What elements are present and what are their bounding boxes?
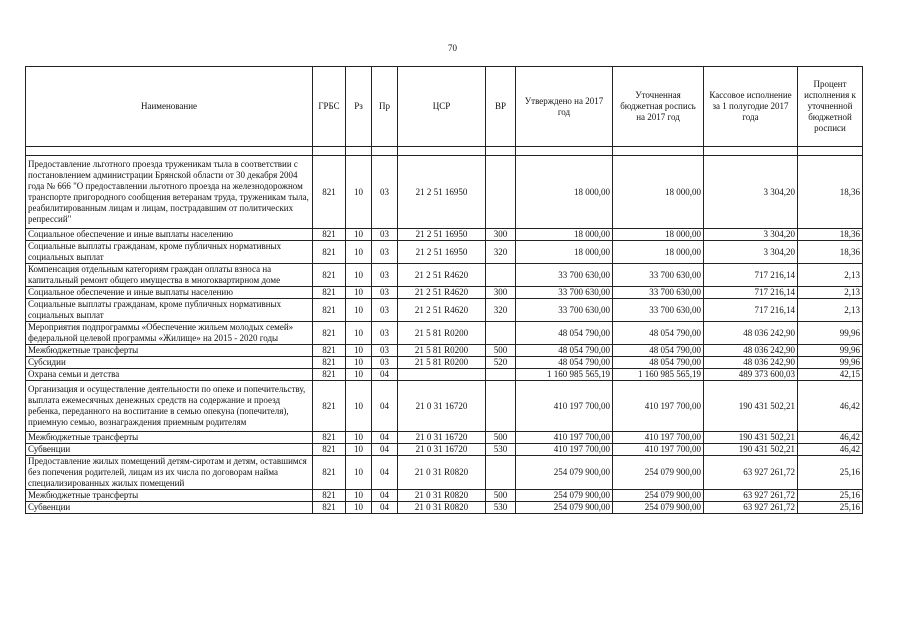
row-pr-cell: 04 — [372, 369, 398, 381]
header-row — [26, 67, 863, 147]
row-approved-cell: 48 054 790,00 — [516, 357, 613, 369]
row-grbs-cell: 821 — [313, 381, 346, 432]
row-percent-cell: 42,15 — [798, 369, 863, 381]
row-rz-cell: 10 — [346, 241, 372, 264]
row-csr-cell: 21 2 51 R4620 — [398, 264, 486, 287]
row-approved-cell: 33 700 630,00 — [516, 287, 613, 299]
row-name-cell: Компенсация отдельным категориям граждан оплаты взноса на капитальный ремонт общего имущества в многоквартирном доме — [26, 264, 313, 287]
row-refined-cell: 254 079 900,00 — [613, 456, 704, 490]
row-pr-cell: 04 — [372, 490, 398, 502]
table-row — [26, 456, 863, 490]
header-vr: ВР — [486, 67, 516, 147]
row-csr-cell: 21 2 51 R4620 — [398, 299, 486, 322]
row-csr-cell: 21 0 31 16720 — [398, 444, 486, 456]
row-csr-cell: 21 0 31 R0820 — [398, 456, 486, 490]
row-refined-cell: 18 000,00 — [613, 156, 704, 229]
header-name: Наименование — [26, 67, 313, 147]
row-pr-cell: 03 — [372, 229, 398, 241]
table-row — [26, 369, 863, 381]
row-rz-cell: 10 — [346, 444, 372, 456]
table-row — [26, 241, 863, 264]
row-cash-cell: 190 431 502,21 — [704, 444, 798, 456]
table-row — [26, 490, 863, 502]
row-refined-cell: 410 197 700,00 — [613, 444, 704, 456]
row-grbs-cell: 821 — [313, 456, 346, 490]
row-vr-cell — [486, 456, 516, 490]
page-number: 70 — [448, 43, 457, 53]
row-csr-cell: 21 0 31 R0820 — [398, 502, 486, 514]
row-percent-cell: 99,96 — [798, 345, 863, 357]
row-refined-cell: 33 700 630,00 — [613, 264, 704, 287]
budget-table — [25, 66, 863, 514]
row-percent-cell: 18,36 — [798, 241, 863, 264]
row-rz-cell: 10 — [346, 490, 372, 502]
row-approved-cell: 410 197 700,00 — [516, 381, 613, 432]
row-approved-cell: 48 054 790,00 — [516, 322, 613, 345]
row-grbs-cell: 821 — [313, 264, 346, 287]
table-row — [26, 322, 863, 345]
row-vr-cell: 300 — [486, 287, 516, 299]
row-pr-cell: 04 — [372, 502, 398, 514]
row-cash-cell: 717 216,14 — [704, 299, 798, 322]
row-percent-cell: 46,42 — [798, 444, 863, 456]
row-pr-cell: 03 — [372, 156, 398, 229]
table-row — [26, 381, 863, 432]
row-cash-cell: 3 304,20 — [704, 241, 798, 264]
header-pr: Пр — [372, 67, 398, 147]
row-percent-cell: 25,16 — [798, 502, 863, 514]
row-pr-cell: 04 — [372, 444, 398, 456]
table-row — [26, 287, 863, 299]
row-pr-cell: 03 — [372, 345, 398, 357]
row-name-cell: Предоставление льготного проезда труженикам тыла в соответствии с постановлением администрации Брянской области от 30 декабря 2004 года № 666 "О предоставлении льготного проезда на железнодорожном транспорте пригородного сообщения ветеранам труда, труженикам тыла, реабилитированным лицам и лицам, пострадавшим от политических репрессий" — [26, 156, 313, 229]
header-rz: Рз — [346, 67, 372, 147]
row-vr-cell: 530 — [486, 502, 516, 514]
row-vr-cell: 500 — [486, 490, 516, 502]
row-approved-cell: 18 000,00 — [516, 156, 613, 229]
row-grbs-cell: 821 — [313, 432, 346, 444]
row-csr-cell: 21 5 81 R0200 — [398, 345, 486, 357]
row-grbs-cell: 821 — [313, 490, 346, 502]
row-csr-cell: 21 2 51 16950 — [398, 229, 486, 241]
row-cash-cell: 48 036 242,90 — [704, 322, 798, 345]
row-grbs-cell: 821 — [313, 357, 346, 369]
row-refined-cell: 410 197 700,00 — [613, 381, 704, 432]
table-row — [26, 156, 863, 229]
row-name-cell: Субсидии — [26, 357, 313, 369]
row-pr-cell: 03 — [372, 299, 398, 322]
row-approved-cell: 18 000,00 — [516, 241, 613, 264]
row-rz-cell: 10 — [346, 287, 372, 299]
row-csr-cell: 21 0 31 16720 — [398, 432, 486, 444]
row-refined-cell: 48 054 790,00 — [613, 357, 704, 369]
row-name-cell: Предоставление жилых помещений детям-сиротам и детям, оставшимся без попечения родителей, лицам из их числа по договорам найма специализированных жилых помещений — [26, 456, 313, 490]
row-approved-cell: 18 000,00 — [516, 229, 613, 241]
row-approved-cell: 410 197 700,00 — [516, 432, 613, 444]
row-pr-cell: 03 — [372, 241, 398, 264]
row-vr-cell — [486, 156, 516, 229]
row-vr-cell: 500 — [486, 345, 516, 357]
row-cash-cell: 3 304,20 — [704, 229, 798, 241]
row-pr-cell: 03 — [372, 264, 398, 287]
row-cash-cell: 63 927 261,72 — [704, 502, 798, 514]
row-cash-cell: 190 431 502,21 — [704, 381, 798, 432]
row-rz-cell: 10 — [346, 432, 372, 444]
row-vr-cell — [486, 264, 516, 287]
row-approved-cell: 254 079 900,00 — [516, 490, 613, 502]
row-grbs-cell: 821 — [313, 299, 346, 322]
row-approved-cell: 254 079 900,00 — [516, 456, 613, 490]
row-refined-cell: 18 000,00 — [613, 241, 704, 264]
row-name-cell: Субвенции — [26, 502, 313, 514]
row-percent-cell: 46,42 — [798, 432, 863, 444]
row-vr-cell: 320 — [486, 241, 516, 264]
row-name-cell: Межбюджетные трансферты — [26, 432, 313, 444]
row-csr-cell: 21 2 51 16950 — [398, 241, 486, 264]
row-rz-cell: 10 — [346, 299, 372, 322]
row-vr-cell: 300 — [486, 229, 516, 241]
table-row — [26, 345, 863, 357]
row-rz-cell: 10 — [346, 502, 372, 514]
row-grbs-cell: 821 — [313, 369, 346, 381]
table-row — [26, 357, 863, 369]
row-csr-cell: 21 5 81 R0200 — [398, 357, 486, 369]
row-pr-cell: 03 — [372, 357, 398, 369]
table-row — [26, 432, 863, 444]
row-name-cell: Межбюджетные трансферты — [26, 490, 313, 502]
row-refined-cell: 254 079 900,00 — [613, 502, 704, 514]
row-csr-cell — [398, 369, 486, 381]
header-approved: Утверждено на 2017 год — [516, 67, 613, 147]
row-cash-cell: 717 216,14 — [704, 264, 798, 287]
row-approved-cell: 1 160 985 565,19 — [516, 369, 613, 381]
row-csr-cell: 21 5 81 R0200 — [398, 322, 486, 345]
table-row — [26, 502, 863, 514]
row-cash-cell: 717 216,14 — [704, 287, 798, 299]
row-rz-cell: 10 — [346, 369, 372, 381]
row-grbs-cell: 821 — [313, 322, 346, 345]
row-vr-cell: 320 — [486, 299, 516, 322]
row-percent-cell: 46,42 — [798, 381, 863, 432]
row-name-cell: Социальные выплаты гражданам, кроме публичных нормативных социальных выплат — [26, 241, 313, 264]
row-vr-cell: 520 — [486, 357, 516, 369]
row-refined-cell: 1 160 985 565,19 — [613, 369, 704, 381]
row-csr-cell: 21 2 51 16950 — [398, 156, 486, 229]
row-approved-cell: 33 700 630,00 — [516, 264, 613, 287]
row-percent-cell: 2,13 — [798, 264, 863, 287]
row-pr-cell: 04 — [372, 381, 398, 432]
row-grbs-cell: 821 — [313, 502, 346, 514]
row-refined-cell: 254 079 900,00 — [613, 490, 704, 502]
header-grbs: ГРБС — [313, 67, 346, 147]
row-name-cell: Мероприятия подпрограммы «Обеспечение жильем молодых семей» федеральной целевой программы «Жилище» на 2015 - 2020 годы — [26, 322, 313, 345]
row-refined-cell: 18 000,00 — [613, 229, 704, 241]
row-vr-cell: 500 — [486, 432, 516, 444]
header-percent: Процент исполнения к уточненной бюджетной росписи — [798, 67, 863, 147]
header-cash: Кассовое исполнение за 1 полугодие 2017 года — [704, 67, 798, 147]
row-name-cell: Социальные выплаты гражданам, кроме публичных нормативных социальных выплат — [26, 299, 313, 322]
row-pr-cell: 04 — [372, 456, 398, 490]
header-csr: ЦСР — [398, 67, 486, 147]
header-refined: Уточненная бюджетная роспись на 2017 год — [613, 67, 704, 147]
row-name-cell: Охрана семьи и детства — [26, 369, 313, 381]
row-refined-cell: 33 700 630,00 — [613, 299, 704, 322]
row-cash-cell: 190 431 502,21 — [704, 432, 798, 444]
row-grbs-cell: 821 — [313, 287, 346, 299]
row-cash-cell: 63 927 261,72 — [704, 490, 798, 502]
row-name-cell: Субвенции — [26, 444, 313, 456]
table-row — [26, 444, 863, 456]
row-cash-cell: 48 036 242,90 — [704, 357, 798, 369]
row-percent-cell: 2,13 — [798, 287, 863, 299]
row-vr-cell — [486, 369, 516, 381]
row-vr-cell: 530 — [486, 444, 516, 456]
row-name-cell: Организация и осуществление деятельности по опеке и попечительству, выплата ежемесячных денежных средств на содержание и проезд ребенка, переданного на воспитание в семью опекуна (попечителя), приемную семью, вознаграждения приемным родителям — [26, 381, 313, 432]
table-row — [26, 264, 863, 287]
row-percent-cell: 2,13 — [798, 299, 863, 322]
row-grbs-cell: 821 — [313, 156, 346, 229]
row-grbs-cell: 821 — [313, 345, 346, 357]
table-body — [26, 147, 863, 514]
row-csr-cell: 21 0 31 16720 — [398, 381, 486, 432]
row-csr-cell: 21 2 51 R4620 — [398, 287, 486, 299]
row-percent-cell: 99,96 — [798, 357, 863, 369]
row-cash-cell: 48 036 242,90 — [704, 345, 798, 357]
row-refined-cell: 33 700 630,00 — [613, 287, 704, 299]
row-rz-cell: 10 — [346, 156, 372, 229]
row-grbs-cell: 821 — [313, 229, 346, 241]
row-approved-cell: 254 079 900,00 — [516, 502, 613, 514]
row-cash-cell: 489 373 600,03 — [704, 369, 798, 381]
row-approved-cell: 33 700 630,00 — [516, 299, 613, 322]
row-cash-cell: 3 304,20 — [704, 156, 798, 229]
table-row — [26, 299, 863, 322]
row-rz-cell: 10 — [346, 264, 372, 287]
row-name-cell: Межбюджетные трансферты — [26, 345, 313, 357]
row-name-cell: Социальное обеспечение и иные выплаты населению — [26, 287, 313, 299]
row-refined-cell: 48 054 790,00 — [613, 345, 704, 357]
row-approved-cell: 410 197 700,00 — [516, 444, 613, 456]
row-approved-cell: 48 054 790,00 — [516, 345, 613, 357]
row-rz-cell: 10 — [346, 381, 372, 432]
row-csr-cell: 21 0 31 R0820 — [398, 490, 486, 502]
row-refined-cell: 410 197 700,00 — [613, 432, 704, 444]
row-percent-cell: 99,96 — [798, 322, 863, 345]
row-pr-cell: 03 — [372, 322, 398, 345]
row-rz-cell: 10 — [346, 345, 372, 357]
row-refined-cell: 48 054 790,00 — [613, 322, 704, 345]
table-row — [26, 229, 863, 241]
row-name-cell: Социальное обеспечение и иные выплаты населению — [26, 229, 313, 241]
row-grbs-cell: 821 — [313, 444, 346, 456]
row-rz-cell: 10 — [346, 229, 372, 241]
row-vr-cell — [486, 322, 516, 345]
row-rz-cell: 10 — [346, 357, 372, 369]
row-pr-cell: 03 — [372, 287, 398, 299]
row-vr-cell — [486, 381, 516, 432]
row-grbs-cell: 821 — [313, 241, 346, 264]
row-rz-cell: 10 — [346, 322, 372, 345]
row-percent-cell: 25,16 — [798, 456, 863, 490]
row-pr-cell: 04 — [372, 432, 398, 444]
spacer-row — [26, 147, 863, 156]
row-cash-cell: 63 927 261,72 — [704, 456, 798, 490]
row-rz-cell: 10 — [346, 456, 372, 490]
row-percent-cell: 18,36 — [798, 229, 863, 241]
row-percent-cell: 25,16 — [798, 490, 863, 502]
row-percent-cell: 18,36 — [798, 156, 863, 229]
